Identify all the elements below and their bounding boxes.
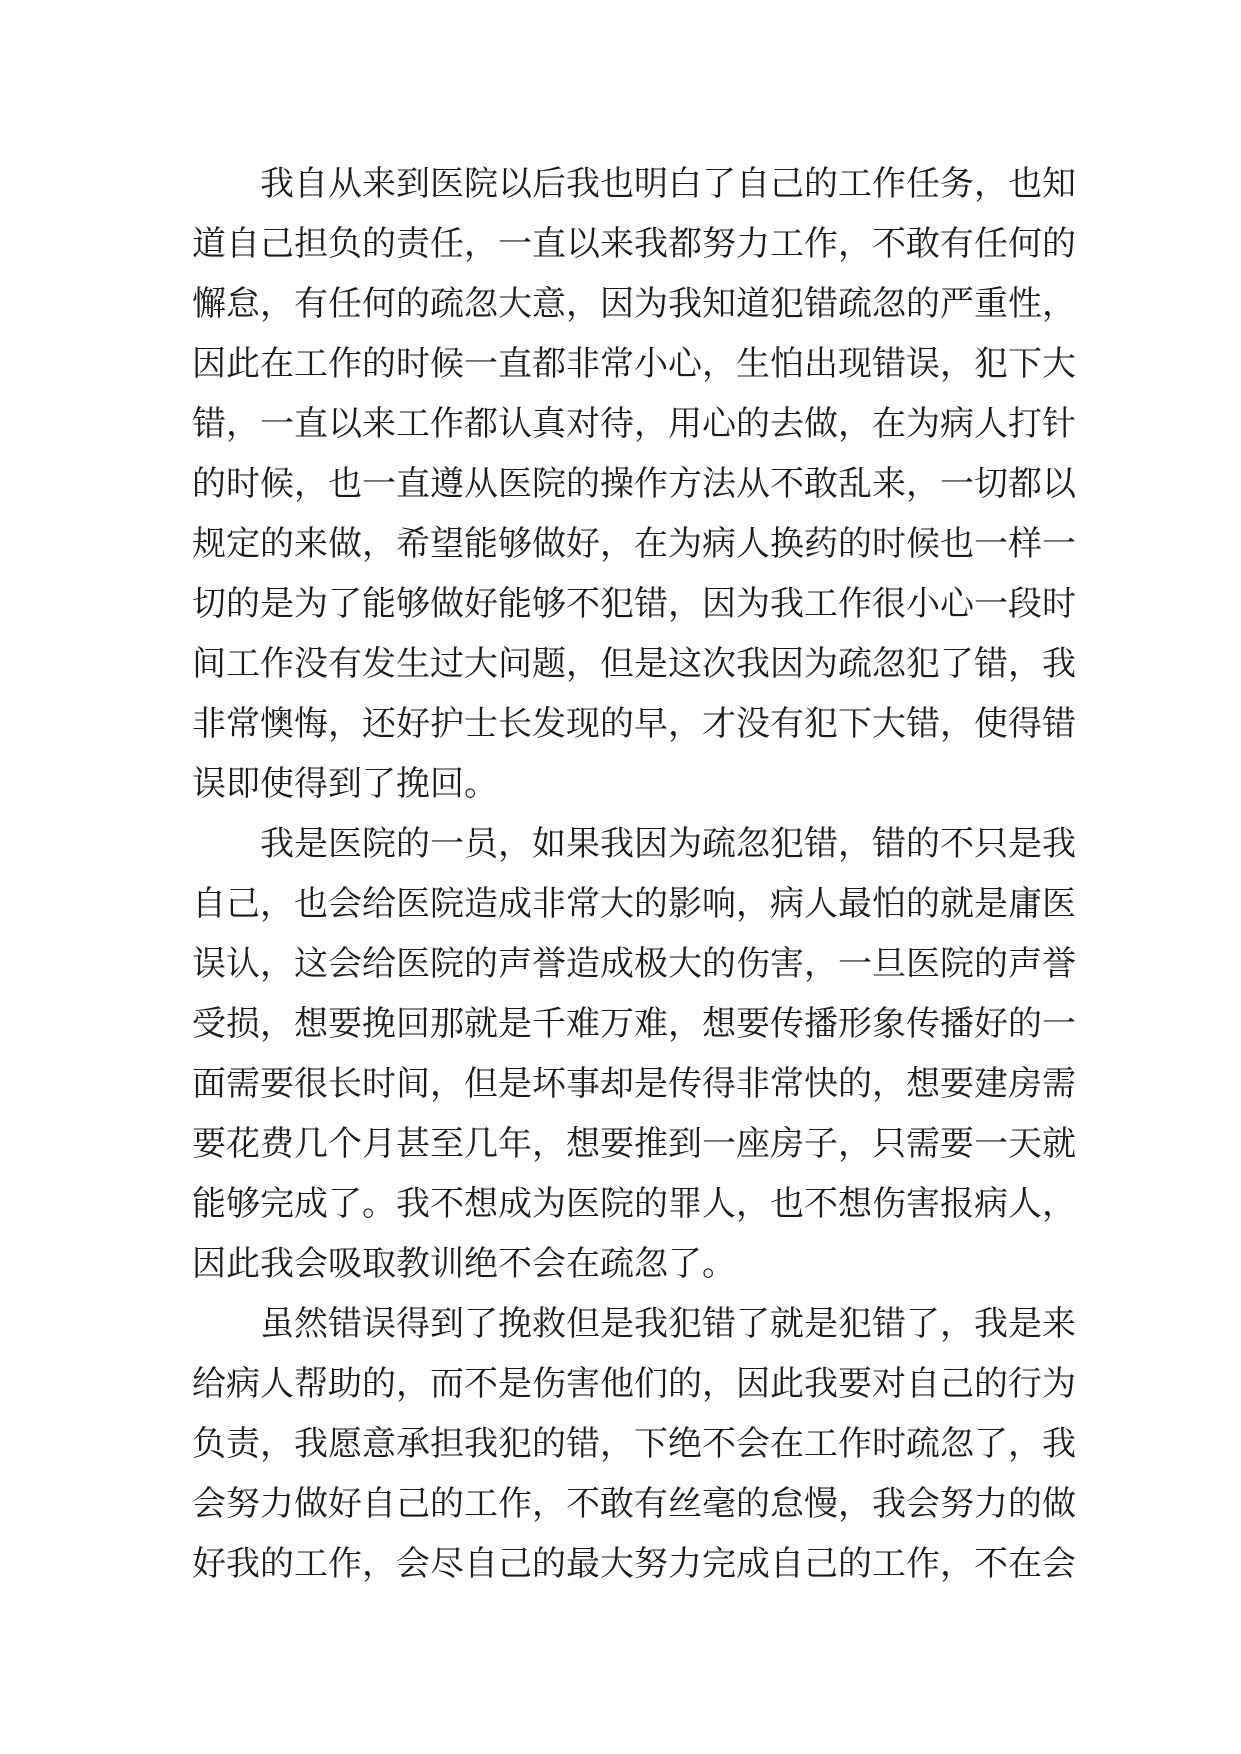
- text-line: 切的是为了能够做好能够不犯错，因为我工作很小心一段时: [192, 584, 1076, 624]
- document-body: [192, 154, 1076, 1594]
- text-line: 面需要很长时间，但是坏事却是传得非常快的，想要建房需: [192, 1064, 1076, 1104]
- text-line: 受损，想要挽回那就是千难万难，想要传播形象传播好的一: [192, 1004, 1076, 1044]
- paragraph-2: [192, 814, 1076, 1294]
- text-line: 能够完成了。我不想成为医院的罪人，也不想伤害报病人，: [192, 1184, 1076, 1224]
- text-line: 给病人帮助的，而不是伤害他们的，因此我要对自己的行为: [192, 1364, 1076, 1404]
- paragraph-1: [192, 154, 1076, 814]
- text-line: 规定的来做，希望能够做好，在为病人换药的时候也一样一: [192, 524, 1076, 564]
- text-line: 因此我会吸取教训绝不会在疏忽了。: [192, 1244, 736, 1284]
- text-line: 虽然错误得到了挽救但是我犯错了就是犯错了，我是来: [260, 1304, 1076, 1344]
- text-line: 错，一直以来工作都认真对待，用心的去做，在为病人打针: [192, 404, 1076, 444]
- text-line: 懈怠，有任何的疏忽大意，因为我知道犯错疏忽的严重性，: [192, 284, 1076, 324]
- text-line: 要花费几个月甚至几年，想要推到一座房子，只需要一天就: [192, 1124, 1076, 1164]
- text-line: 自己，也会给医院造成非常大的影响，病人最怕的就是庸医: [192, 884, 1076, 924]
- text-line: 误认，这会给医院的声誉造成极大的伤害，一旦医院的声誉: [192, 944, 1076, 984]
- text-line: 的时候，也一直遵从医院的操作方法从不敢乱来，一切都以: [192, 464, 1076, 504]
- text-line: 道自己担负的责任，一直以来我都努力工作，不敢有任何的: [192, 224, 1076, 264]
- text-line: 好我的工作，会尽自己的最大努力完成自己的工作，不在会: [192, 1544, 1076, 1584]
- text-line: 我是医院的一员，如果我因为疏忽犯错，错的不只是我: [260, 824, 1076, 864]
- paragraph-3: [192, 1294, 1076, 1594]
- text-line: 因此在工作的时候一直都非常小心，生怕出现错误，犯下大: [192, 344, 1076, 384]
- text-line: 间工作没有发生过大问题，但是这次我因为疏忽犯了错，我: [192, 644, 1076, 684]
- text-line: 负责，我愿意承担我犯的错，下绝不会在工作时疏忽了，我: [192, 1424, 1076, 1464]
- text-line: 会努力做好自己的工作，不敢有丝毫的怠慢，我会努力的做: [192, 1484, 1076, 1524]
- text-line: 我自从来到医院以后我也明白了自己的工作任务，也知: [260, 164, 1076, 204]
- text-line: 非常懊悔，还好护士长发现的早，才没有犯下大错，使得错: [192, 704, 1076, 744]
- text-line: 误即使得到了挽回。: [192, 764, 498, 804]
